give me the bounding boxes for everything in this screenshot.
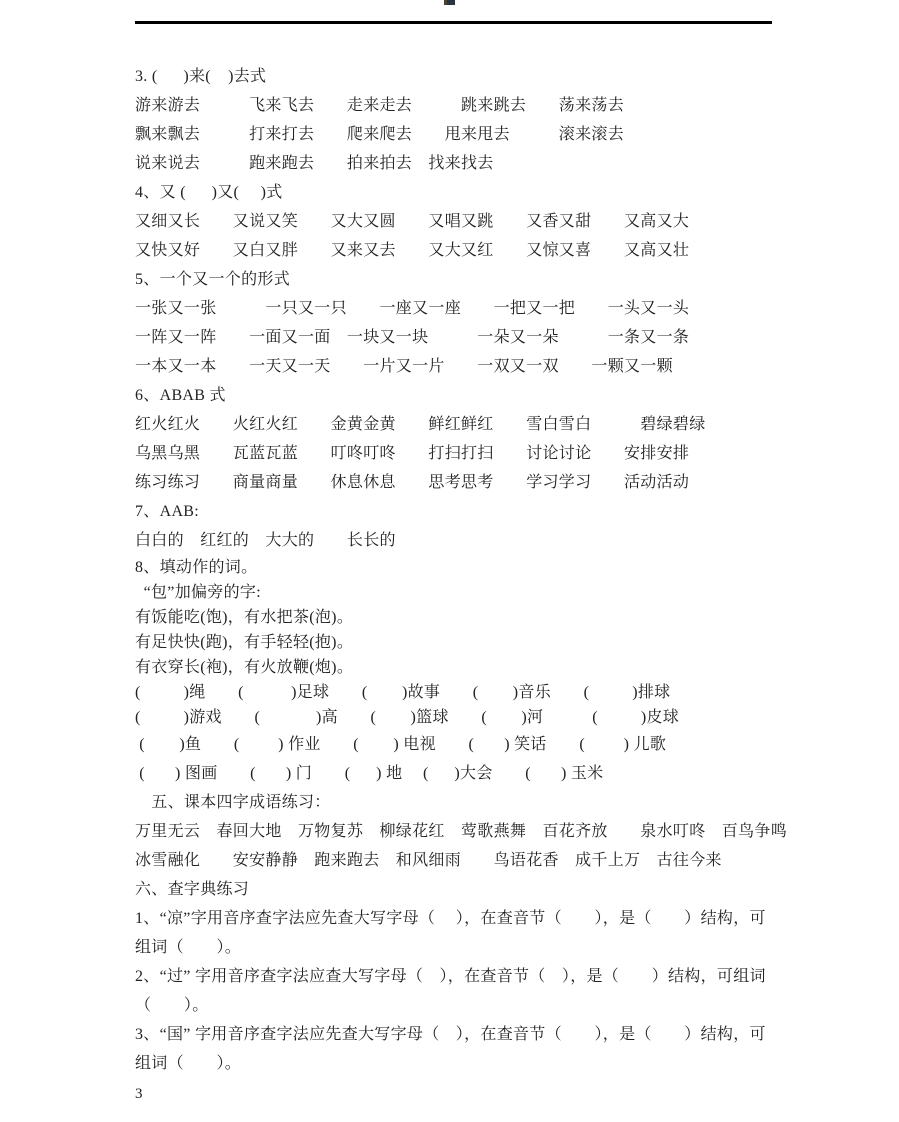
- section-7-aab-heading: 7、AAB:: [135, 503, 200, 520]
- example-sentence-line: 有足快快(跑)，有手轻轻(抱)。: [135, 634, 354, 651]
- section-6-abab-heading: 6、ABAB 式: [135, 387, 226, 404]
- word-list-line: 又快又好 又白又胖 又来又去 又大又红 又惊又喜 又高又壮: [135, 242, 690, 259]
- dictionary-question-line: 2、“过” 字用音序查字法应查大写字母（ ），在查音节（ ），是（ ）结构，可组词: [135, 968, 766, 985]
- section-5-heading: 5、一个又一个的形式: [135, 271, 291, 288]
- section-4-heading: 4、又 ( )又( )式: [135, 184, 283, 201]
- word-list-line: 白白的 红红的 大大的 长长的: [135, 532, 396, 549]
- fill-blank-line: ( ) 图画 ( ) 门 ( ) 地 ( )大会 ( ) 玉米: [135, 765, 604, 782]
- dictionary-question-line: 组词（ ）。: [135, 939, 242, 956]
- header-rule: [135, 21, 772, 24]
- word-list-line: 又细又长 又说又笑 又大又圆 又唱又跳 又香又甜 又高又大: [135, 213, 690, 230]
- word-list-line: 一张又一张 一只又一只 一座又一座 一把又一把 一头又一头: [135, 300, 690, 317]
- page-number: 3: [135, 1086, 143, 1102]
- word-list-line: 红火红火 火红火红 金黄金黄 鲜红鲜红 雪白雪白 碧绿碧绿: [135, 416, 706, 433]
- fill-blank-line: ( )绳 ( )足球 ( )故事 ( )音乐 ( )排球: [135, 684, 671, 701]
- dictionary-question-line: 1、“凉”字用音序查字法应先查大写字母（ ），在查音节（ ），是（ ）结构，可: [135, 910, 766, 927]
- subheading-bao-radicals: “包”加偏旁的字:: [135, 584, 261, 601]
- clipped-header-text-fragment: [444, 0, 455, 5]
- idiom-list-line: 万里无云 春回大地 万物复苏 柳绿花红 莺歌燕舞 百花齐放 泉水叮咚 百鸟争鸣: [135, 823, 788, 840]
- word-list-line: 练习练习 商量商量 休息休息 思考思考 学习学习 活动活动: [135, 474, 690, 491]
- idiom-list-line: 冰雪融化 安安静静 跑来跑去 和风细雨 鸟语花香 成千上万 古往今来: [135, 852, 722, 869]
- example-sentence-line: 有饭能吃(饱)，有水把茶(泡)。: [135, 609, 354, 626]
- worksheet-content: [135, 62, 795, 1078]
- section-six-dictionary-heading: 六、查字典练习: [135, 881, 250, 898]
- word-list-line: 说来说去 跑来跑去 拍来拍去 找来找去: [135, 155, 494, 172]
- word-list-line: 飘来飘去 打来打去 爬来爬去 甩来甩去 滚来滚去: [135, 126, 625, 143]
- section-8-heading: 8、填动作的词。: [135, 559, 258, 576]
- word-list-line: 一阵又一阵 一面又一面 一块又一块 一朵又一朵 一条又一条: [135, 329, 690, 346]
- dictionary-question-line: （ ）。: [135, 997, 209, 1014]
- word-list-line: 游来游去 飞来飞去 走来走去 跳来跳去 荡来荡去: [135, 97, 625, 114]
- section-five-idioms-heading: 五、课本四字成语练习：: [135, 794, 331, 811]
- fill-blank-line: ( )游戏 ( )高 ( )篮球 ( )河 ( )皮球: [135, 709, 680, 726]
- example-sentence-line: 有衣穿长(袍)，有火放鞭(炮)。: [135, 659, 354, 676]
- section-3-heading: 3. ( )来( )去式: [135, 68, 267, 85]
- word-list-line: 乌黑乌黑 瓦蓝瓦蓝 叮咚叮咚 打扫打扫 讨论讨论 安排安排: [135, 445, 690, 462]
- fill-blank-line: ( )鱼 ( ) 作业 ( ) 电视 ( ) 笑话 ( ) 儿歌: [135, 736, 667, 753]
- dictionary-question-line: 组词（ ）。: [135, 1055, 242, 1072]
- dictionary-question-line: 3、“国” 字用音序查字法应先查大写字母（ ），在查音节（ ），是（ ）结构，可: [135, 1026, 766, 1043]
- word-list-line: 一本又一本 一天又一天 一片又一片 一双又一双 一颗又一颗: [135, 358, 673, 375]
